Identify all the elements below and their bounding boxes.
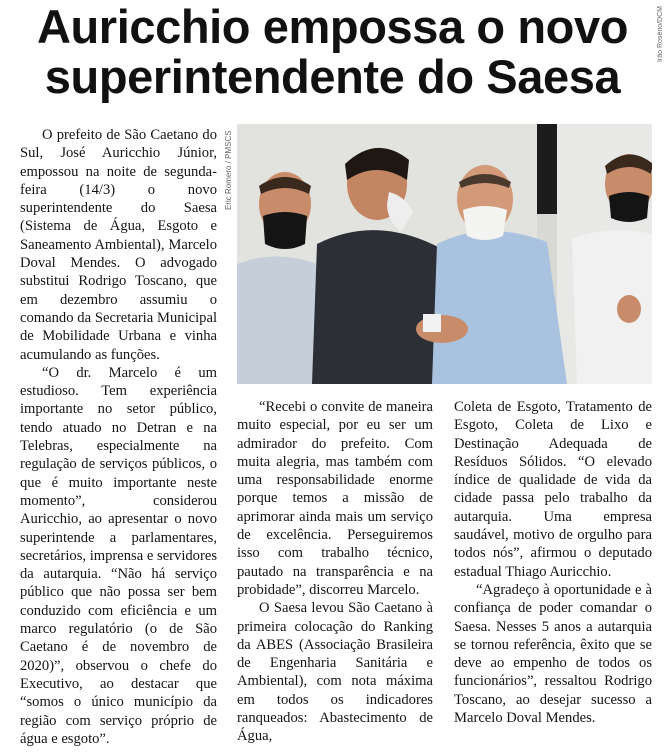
article-column-1 <box>20 126 217 746</box>
paragraph: “Recebi o convite de maneira muito especial, por eu ser um admirador do prefeito. Com muita alegria, mas também com uma responsabilidade enorme porque temos a missão de aprimorar ainda mais um serviço de excelência. Perseguiremos isso com trabalho técnico, pautado na transparência e na probidade”, discorreu Marcelo. <box>237 399 433 598</box>
article-column-3 <box>454 398 652 748</box>
article-column-2 <box>237 398 433 748</box>
paragraph: O Saesa levou São Caetano à primeira colocação do Ranking da ABES (Associação Brasileira de Engenharia Sanitária e Ambiental), com nota máxima em todos os indicadores ranqueados: Abastecimento de Água, <box>237 600 433 745</box>
side-credit: Irâo Rosério/DCM <box>657 6 664 63</box>
paragraph: Coleta de Esgoto, Tratamento de Esgoto, Coleta de Lixo e Destinação Adequada de Resíduos Sólidos. “O elevado índice de qualidade de vida da cidade passa pelo trabalho da autarquia. Uma empresa saudável, motivo de orgulho para todos nós”, afirmou o deputado estadual Thiago Auricchio. <box>454 399 652 580</box>
headline-line-1: Auricchio empossa o novo <box>36 0 629 53</box>
paragraph: “Agradeço à oportunidade e à confiança de poder comandar o Saesa. Nesses 5 anos a autarquia se tornou referência, êxito que se deve ao empenho de todos os funcionários”, ressaltou Rodrigo Toscano, ao desejar sucesso a Marcelo Doval Mendes. <box>454 581 652 727</box>
paragraph: “O dr. Marcelo é um estudioso. Tem experiência importante no setor público, tendo atuado no Detran e na Telebras, especialmente na regulação de serviços públicos, o que é muito importante neste momento”, considerou Auricchio, ao apresentar o novo superintende a parlamentares, secretários, imprensa e servidores da autarquia. “Não há serviço público que não possa ser bem conduzido com eficiência e um marco regulatório (o de São Caetano é de novembro de 2020)”, observou o chefe do Executivo, ao destacar que “somos o único município da região com serviço próprio de água e esgoto”. <box>20 364 217 746</box>
photo-credit: Eric Romero / PMSCS <box>224 130 233 210</box>
article-photo <box>237 124 652 384</box>
photo-of-four-men-handshake-icon <box>237 124 652 384</box>
headline <box>0 2 665 102</box>
headline-line-2: superintendente do Saesa <box>44 50 621 103</box>
paragraph: O prefeito de São Caetano do Sul, José Auricchio Júnior, empossou na noite de segunda-feira (14/3) o novo superintendente do Saesa (Sistema de Água, Esgoto e Saneamento Ambiental), Marcelo Doval Mendes. O advogado substitui Rodrigo Toscano, que em dezembro assumiu o comando da Secretaria Municipal de Mobilidade Urbana e vinha acumulando as funções. <box>20 127 217 363</box>
